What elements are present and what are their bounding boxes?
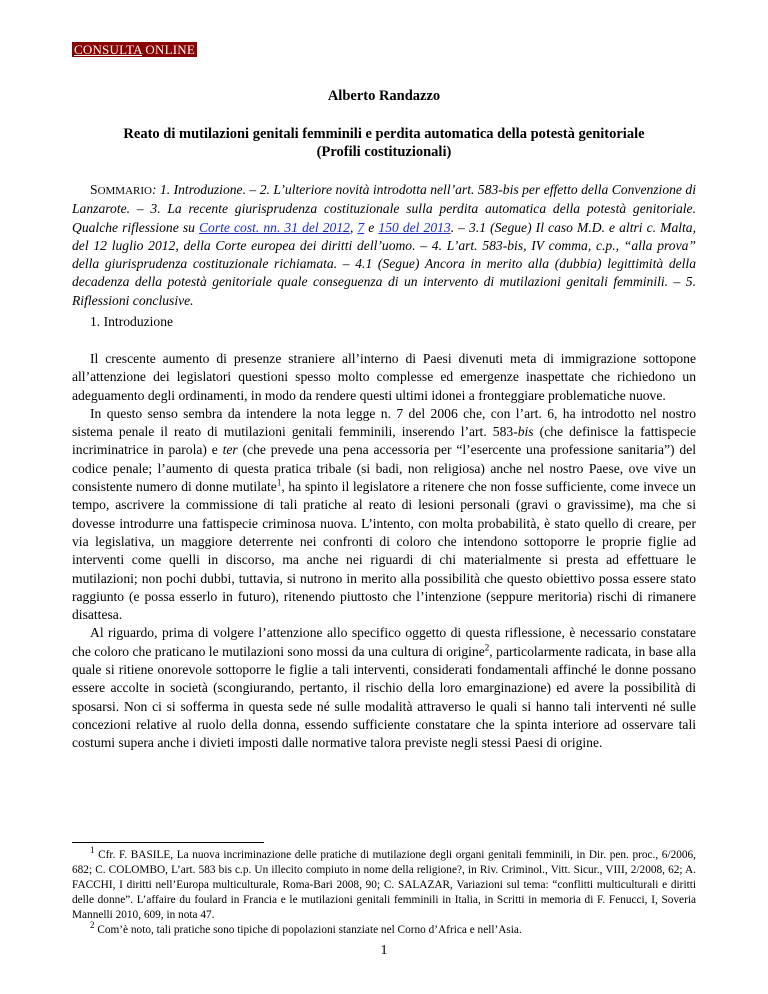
paragraph-1: Il crescente aumento di presenze straniere all’interno di Paesi divenuti meta di immigrazione sottopone all’attenzione dei legislatori questioni spesso molto complesse ed emergenze inaspettate che richiedono un adeguamento degli ordinamenti, in modo da rendere questi ultimi idonei a fronteggiare problematiche nuove. xyxy=(72,351,696,403)
p2-part-b: (che definisce la fattispecie incriminatrice in parola) e xyxy=(72,424,697,458)
footnote-2 xyxy=(72,920,696,938)
summary-sep-2: e xyxy=(364,219,379,235)
footnote-ref-2[interactable]: 2 xyxy=(484,642,490,653)
article-title xyxy=(90,125,678,161)
p2-ter: ter xyxy=(222,442,238,458)
p2-part-d: , ha spinto il legislatore a ritenere che non fosse sufficiente, come invece un tempo, ascrivere la commissione di tali pratiche al reato di lesioni personali (gravi o gravissime), ma che si dovesse introdurre una fattispecie criminosa nuova. L’intento, con molta probabilità, è stato quello di creare, per via legislativa, un maggiore deterrente nei confronti di coloro che intendono sottoporre le proprie figlie ad interventi come quelli in discorso, ma anche nei riguardi di chi materialmente si presta ad effettuare le mutilazioni; non pochi dubbi, tuttavia, si nutrono in merito alla possibilità che questo obiettivo possa essere stato raggiunto (e possa esserlo in futuro), ritenendo piuttosto che l’intenzione (seppure meritoria) rischi di rimanere disattesa. xyxy=(72,479,696,623)
summary-sep-1: , xyxy=(349,219,358,235)
badge-consulta: CONSULTA xyxy=(74,42,142,57)
summary-text-1: : 1. Introduzione. – 2. L’ulteriore novità introdotta nell’art. 583-bis per effetto della Convenzione di Lanzarote. – 3. La recente giurisprudenza costituzionale sulla perdita automatica della potestà genitoriale. Qualche riflessione su xyxy=(72,182,696,235)
footnote-divider xyxy=(72,842,264,843)
badge-online: ONLINE xyxy=(141,42,196,57)
link-corte-cost-7[interactable]: 7 xyxy=(357,219,365,235)
footnote-1-number: 1 xyxy=(90,845,95,856)
paragraph-2 xyxy=(72,405,696,625)
link-corte-cost-150-2013[interactable]: 150 del 2013 xyxy=(378,219,451,235)
section-heading: 1. Introduzione xyxy=(90,314,174,329)
footnote-1-text: Cfr. F. BASILE, La nuova incriminazione delle pratiche di mutilazione degli organi genitali femminili, in Dir. pen. proc., 6/2006, 682; C. COLOMBO, L’art. 583 bis c.p. Un illecito compiuto in nome della religione?, in Riv. Criminol., Vitt. Sicur., VIII, 2/2008, 62; A. FACCHI, I diritti nell’Europa multiculturale, Roma-Bari 2008, 90; C. SALAZAR, Variazioni sul tema: “conflitti multiculturali e diritti delle donne”. L’affaire du foulard in Francia e le mutilazioni genitali femminili in Italia, in Scritti in memoria di F. Fenucci, I, Soveria Mannelli 2010, 609, in nota 47. xyxy=(72,849,696,921)
p3-part-a: Al riguardo, prima di volgere l’attenzione allo specifico oggetto di questa riflessione, è necessario constatare che coloro che praticano le mutilazioni sono mossi da una cultura di origine xyxy=(72,625,696,659)
summary-label-rest: OMMARIO xyxy=(97,185,152,197)
summary-label-first: S xyxy=(90,182,98,197)
footnote-2-number: 2 xyxy=(90,920,95,931)
p2-bis: bis xyxy=(517,424,534,440)
title-line-2: (Profili costituzionali) xyxy=(316,144,452,160)
summary-paragraph xyxy=(72,181,696,310)
summary-block xyxy=(72,181,696,310)
p3-part-b: , particolarmente radicata, in base alla quale si ritiene onorevole sottoporre le figlie a tali interventi, considerati fondamentali affinché le donne possano essere accolte in società (scongiurando, pertanto, il rischio della loro emarginazione) ed avere la possibilità di sposarsi. Non ci si sofferma in questa sede né sulle modalità attraverso le quali si hanno tali interventi né sulle concezioni relative al ruolo della donna, essendo sufficiente constatare che la spinta interiore ad osservare tali costumi supera anche i divieti imposti dalle normative talora previste negli stessi Paesi di origine. xyxy=(72,643,696,751)
p2-part-a: In questo senso sembra da intendere la nota legge n. 7 del 2006 che, con l’art. 6, ha introdotto nel nostro sistema penale il reato di mutilazioni genitali femminili, inserendo l’art. 583- xyxy=(72,405,696,440)
journal-badge[interactable] xyxy=(72,42,197,57)
author-name: Alberto Randazzo xyxy=(327,88,441,104)
main-text xyxy=(72,350,696,753)
p2-part-c: (che prevede una pena accessoria per “l’esercente una professione sanitaria”) del codice penale; l’aumento di questa pratica tribale (si badi, non religiosa) anche nel nostro Paese, ove vive un consistente numero di donne mutilate xyxy=(72,442,696,495)
footnote-ref-1[interactable]: 1 xyxy=(276,477,282,488)
footnote-2-text: Com’è noto, tali pratiche sono tipiche di popolazioni stanziate nel Corno d’Africa e nell’Asia. xyxy=(94,924,522,936)
link-corte-cost-31-2012[interactable]: Corte cost. nn. 31 del 2012 xyxy=(198,219,350,235)
title-line-1: Reato di mutilazioni genitali femminili e perdita automatica della potestà genitoriale xyxy=(123,126,645,142)
footnotes xyxy=(72,845,696,938)
footnote-1 xyxy=(72,845,696,923)
paragraph-3 xyxy=(72,624,696,752)
page-number: 1 xyxy=(380,943,388,958)
summary-text-2: . – 3.1 (Segue) Il caso M.D. e altri c. Malta, del 12 luglio 2012, della Corte europea dei diritti dell’uomo. – 4. L’art. 583-bis, IV comma, c.p., “alla prova” della giurisprudenza costituzionale richiamata. – 4.1 (Segue) Ancora in merito alla (dubbia) legittimità della decadenza della potestà genitoriale quale conseguenza di un intervento di mutilazioni genitali femminili. – 5. Riflessioni conclusive. xyxy=(72,219,696,308)
